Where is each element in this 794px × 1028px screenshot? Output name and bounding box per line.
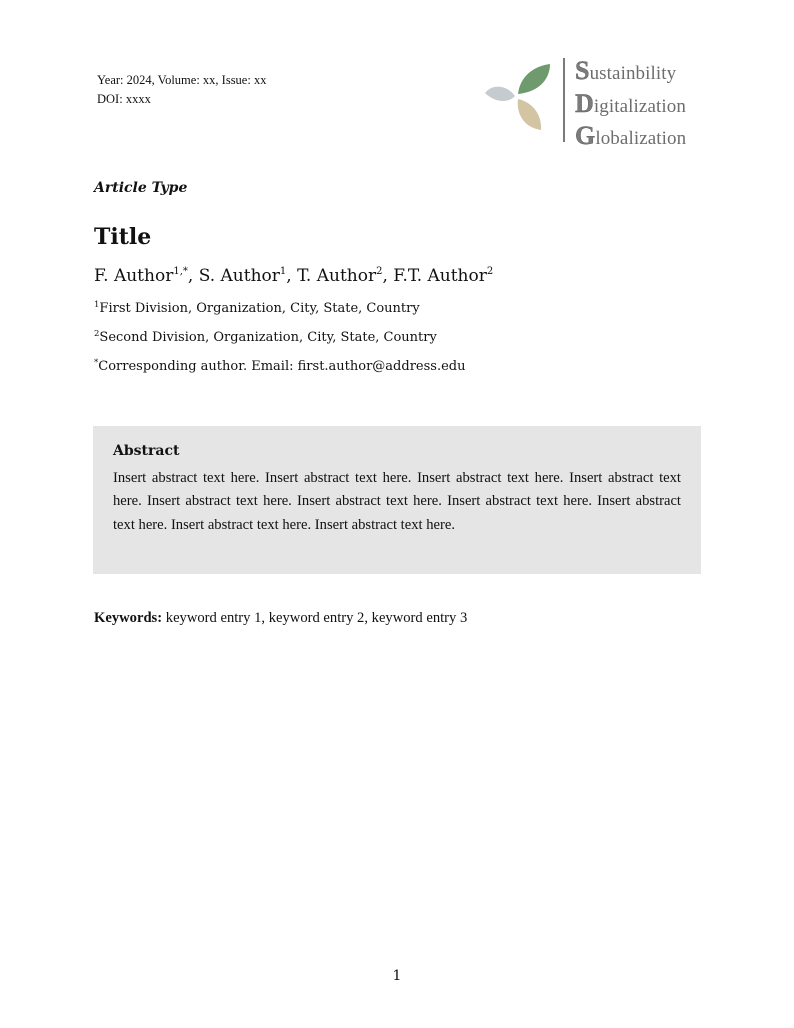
logo-wordmark xyxy=(575,56,686,154)
affiliation-1: $^1$First Division, Organization, City, State, Country xyxy=(94,300,420,316)
logo-word-3: Globalization xyxy=(575,121,687,150)
affiliation-2: $^2$Second Division, Organization, City, State, Country xyxy=(94,329,437,345)
paper-title: Title xyxy=(94,224,152,250)
leaf-logo-icon xyxy=(484,62,554,134)
logo-gray-leaf xyxy=(485,87,515,101)
keywords-text: keyword entry 1, keyword entry 2, keyword entry 3 xyxy=(165,610,468,626)
logo-word-1: Sustainbility xyxy=(575,56,677,85)
logo-word-2: Digitalization xyxy=(575,88,686,118)
journal-logo xyxy=(484,56,704,150)
article-type: Article Type xyxy=(94,180,188,196)
keywords-label: Keywords: xyxy=(94,610,163,626)
issue-metadata xyxy=(97,71,266,109)
abstract-text: Insert abstract text here. Insert abstract text here. Insert abstract text here. Insert abstract text here. Insert abstract text here. Insert abstract text here. Insert abstract text here. Insert abstract text here. Insert abstract text here. Insert abstract text here. xyxy=(113,470,681,533)
author-affiliation-mark: 1,* xyxy=(173,266,188,277)
abstract-heading: Abstract xyxy=(113,443,180,459)
logo-divider xyxy=(563,58,565,142)
author-affiliation-mark: 1 xyxy=(279,266,287,277)
corresponding-author-note: *Corresponding author. Email: first.author@address.edu xyxy=(94,358,466,374)
author-name: F.T. Author xyxy=(393,266,487,286)
author-list: F. Author$^{1,*}$, S. Author$^1$, T. Author$^2$, F.T. Author$^2$ xyxy=(94,266,494,286)
doi-line: DOI: xxxx xyxy=(97,92,151,106)
author-name: S. Author xyxy=(198,266,280,286)
page-number: 1 xyxy=(392,968,402,984)
author-affiliation-mark: 2 xyxy=(376,266,383,277)
author-name: F. Author xyxy=(94,266,174,286)
issue-line: Year: 2024, Volume: xx, Issue: xx xyxy=(97,73,267,87)
logo-green-leaf xyxy=(518,64,550,94)
author-name: T. Author xyxy=(297,266,377,286)
keywords-line xyxy=(94,610,467,627)
author-affiliation-mark: 2 xyxy=(486,266,494,277)
abstract-box xyxy=(93,426,701,574)
logo-tan-leaf xyxy=(518,99,541,130)
